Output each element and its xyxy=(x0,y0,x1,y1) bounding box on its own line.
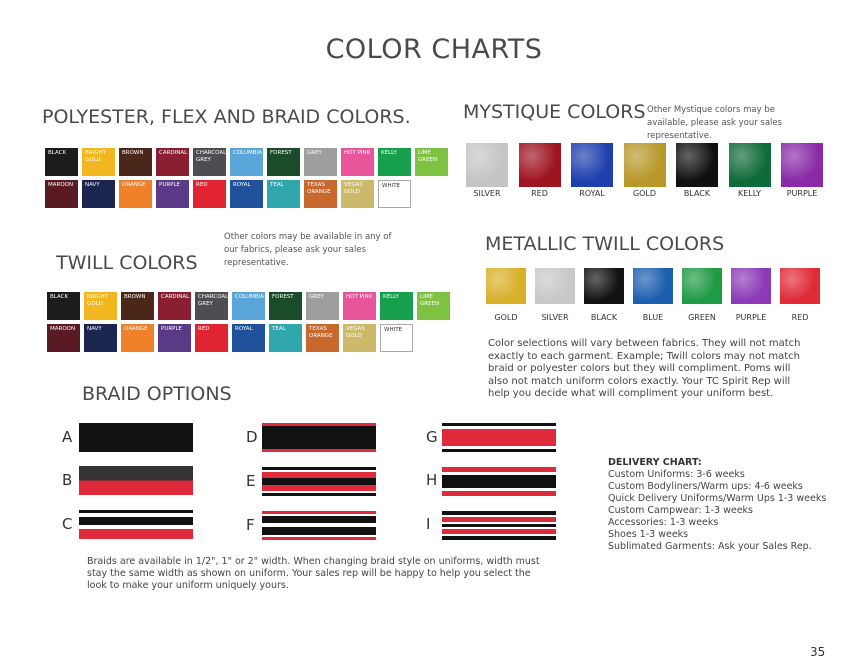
twill-heading: TWILL COLORS xyxy=(56,252,198,274)
twill-swatch-label: MAROON xyxy=(50,326,76,332)
delivery-line: Accessories: 1-3 weeks xyxy=(608,517,719,528)
polyester-swatch-grey xyxy=(304,148,337,176)
twill-swatch-lime-green xyxy=(417,292,450,320)
metallic-swatch-label: GOLD xyxy=(494,313,518,322)
polyester-swatch-label: TEXAS ORANGE xyxy=(307,182,331,195)
twill-swatch-red xyxy=(195,324,228,352)
twill-swatch-white xyxy=(380,324,413,352)
page-number: 35 xyxy=(810,645,826,659)
polyester-swatch-label: PURPLE xyxy=(159,182,181,188)
twill-swatch-label: VEGAS GOLD xyxy=(346,326,365,339)
metallic-swatch-blue xyxy=(633,268,673,304)
mystique-swatch-label: BLACK xyxy=(683,189,711,198)
polyester-swatch-lime-green xyxy=(415,148,448,176)
mystique-heading: MYSTIQUE COLORS xyxy=(463,101,646,123)
polyester-swatch-label: BLACK xyxy=(48,150,67,156)
polyester-swatch-label: TEAL xyxy=(270,182,284,188)
braid-label-i: I xyxy=(426,515,431,533)
polyester-swatch-label: KELLY xyxy=(381,150,397,156)
polyester-swatch-label: RED xyxy=(196,182,208,188)
braid-swatch-d xyxy=(262,423,376,452)
twill-swatch-forest xyxy=(269,292,302,320)
twill-swatch-label: TEXAS ORANGE xyxy=(309,326,333,339)
twill-swatch-label: LIME GREEN xyxy=(420,294,440,307)
twill-swatch-label: KELLY xyxy=(383,294,399,300)
polyester-swatch-grid xyxy=(45,148,448,208)
polyester-swatch-cardinal xyxy=(156,148,189,176)
twill-swatch-label: CHARCOAL GREY xyxy=(198,294,229,307)
delivery-line: Custom Bodyliners/Warm ups: 4-6 weeks xyxy=(608,481,803,492)
braid-label-g: G xyxy=(426,428,438,446)
polyester-swatch-label: MAROON xyxy=(48,182,74,188)
polyester-swatch-bright-gold xyxy=(82,148,115,176)
mystique-swatch-label: SILVER xyxy=(473,189,501,198)
mystique-swatch-label: RED xyxy=(531,189,548,198)
delivery-line: Quick Delivery Uniforms/Warm Ups 1-3 weeks xyxy=(608,493,827,504)
twill-swatch-label: GREY xyxy=(309,294,324,300)
twill-swatch-label: HOT PINK xyxy=(346,294,373,300)
twill-swatch-label: PURPLE xyxy=(161,326,183,332)
twill-swatch-columbia xyxy=(232,292,265,320)
polyester-swatch-label: BROWN xyxy=(122,150,144,156)
delivery-heading: DELIVERY CHART: xyxy=(608,457,702,468)
metallic-swatch-label: RED xyxy=(791,313,809,322)
metallic-swatch-black xyxy=(584,268,624,304)
braid-label-f: F xyxy=(246,516,255,534)
metallic-swatch-label: SILVER xyxy=(541,313,569,322)
metallic-swatch-label: GREEN xyxy=(688,313,716,322)
polyester-swatch-red xyxy=(193,180,226,208)
twill-swatch-label: ROYAL xyxy=(235,326,253,332)
polyester-swatch-label: ORANGE xyxy=(122,182,146,188)
polyester-swatch-label: CHARCOAL GREY xyxy=(196,150,227,163)
twill-swatch-navy xyxy=(84,324,117,352)
metallic-swatch-green xyxy=(682,268,722,304)
braid-swatch-h xyxy=(442,467,556,496)
mystique-swatch-gold xyxy=(624,143,666,187)
braid-swatch-f xyxy=(262,511,376,540)
polyester-swatch-purple xyxy=(156,180,189,208)
mystique-swatch-label: PURPLE xyxy=(786,189,818,198)
metallic-swatch-gold xyxy=(486,268,526,304)
twill-swatch-brown xyxy=(121,292,154,320)
twill-swatch-orange xyxy=(121,324,154,352)
polyester-swatch-label: VEGAS GOLD xyxy=(344,182,363,195)
delivery-line: Shoes 1-3 weeks xyxy=(608,529,689,540)
twill-swatch-label: BROWN xyxy=(124,294,146,300)
polyester-swatch-columbia xyxy=(230,148,263,176)
twill-swatch-royal xyxy=(232,324,265,352)
twill-swatch-label: ORANGE xyxy=(124,326,148,332)
fabric-note: Color selections will vary between fabrics. They will not match exactly to each garment. Example; Twill colors may not match braid or polyester colors but they will compliment. Poms will also not match uniform colors exactly. Your TC Spirit Rep will help you decide what will compliment your uniform best. xyxy=(488,338,801,399)
twill-swatch-label: RED xyxy=(198,326,210,332)
mystique-swatch-royal xyxy=(571,143,613,187)
polyester-swatch-teal xyxy=(267,180,300,208)
polyester-swatch-label: FOREST xyxy=(270,150,292,156)
polyester-swatch-kelly xyxy=(378,148,411,176)
braid-label-h: H xyxy=(426,471,438,489)
metallic-swatch-purple xyxy=(731,268,771,304)
mystique-swatch-red xyxy=(519,143,561,187)
polyester-swatch-orange xyxy=(119,180,152,208)
braid-swatch-a xyxy=(79,423,193,452)
twill-swatch-label: FOREST xyxy=(272,294,294,300)
polyester-swatch-hot-pink xyxy=(341,148,374,176)
polyester-swatch-navy xyxy=(82,180,115,208)
polyester-swatch-label: NAVY xyxy=(85,182,100,188)
metallic-swatch-red xyxy=(780,268,820,304)
polyester-swatch-charcoal-grey xyxy=(193,148,226,176)
twill-swatch-bright-gold xyxy=(84,292,117,320)
polyester-swatch-label: CARDINAL xyxy=(159,150,188,156)
twill-swatch-kelly xyxy=(380,292,413,320)
twill-swatch-maroon xyxy=(47,324,80,352)
twill-swatch-grey xyxy=(306,292,339,320)
braid-label-c: C xyxy=(62,515,73,533)
polyester-swatch-maroon xyxy=(45,180,78,208)
polyester-swatch-label: COLUMBIA xyxy=(233,150,262,156)
polyester-swatch-white xyxy=(378,180,411,208)
polyester-swatch-vegas-gold xyxy=(341,180,374,208)
delivery-line: Custom Uniforms: 3-6 weeks xyxy=(608,469,745,480)
metallic-swatch-label: BLUE xyxy=(642,313,664,322)
twill-swatch-label: CARDINAL xyxy=(161,294,190,300)
metallic-heading: METALLIC TWILL COLORS xyxy=(485,233,725,255)
twill-swatch-label: BRIGHT GOLD xyxy=(87,294,108,307)
braid-swatch-i xyxy=(442,511,556,540)
twill-swatch-hot-pink xyxy=(343,292,376,320)
braid-label-a: A xyxy=(62,428,73,446)
twill-swatch-black xyxy=(47,292,80,320)
polyester-heading: POLYESTER, FLEX AND BRAID COLORS. xyxy=(42,106,411,128)
twill-swatch-purple xyxy=(158,324,191,352)
mystique-swatch-label: ROYAL xyxy=(579,189,605,198)
braid-label-e: E xyxy=(246,472,256,490)
polyester-swatch-texas-orange xyxy=(304,180,337,208)
braid-swatch-e xyxy=(262,467,376,496)
braid-swatch-c xyxy=(79,510,193,539)
twill-swatch-label: WHITE xyxy=(384,327,403,333)
metallic-swatch-label: PURPLE xyxy=(735,313,767,322)
braid-heading: BRAID OPTIONS xyxy=(82,383,232,405)
metallic-swatch-label: BLACK xyxy=(590,313,618,322)
polyester-swatch-black xyxy=(45,148,78,176)
mystique-note: Other Mystique colors may be available, please ask your sales representative. xyxy=(647,105,783,141)
delivery-chart xyxy=(608,457,848,553)
twill-swatch-charcoal-grey xyxy=(195,292,228,320)
mystique-swatch-label: GOLD xyxy=(632,189,657,198)
twill-swatch-label: BLACK xyxy=(50,294,69,300)
twill-swatch-cardinal xyxy=(158,292,191,320)
twill-swatch-label: COLUMBIA xyxy=(235,294,264,300)
twill-swatch-vegas-gold xyxy=(343,324,376,352)
delivery-line: Custom Campwear: 1-3 weeks xyxy=(608,505,753,516)
twill-note: Other colors may be available in any of our fabrics, please ask your sales representative. xyxy=(224,232,392,268)
braid-label-d: D xyxy=(246,428,258,446)
mystique-swatch-purple xyxy=(781,143,823,187)
polyester-swatch-label: WHITE xyxy=(382,183,401,189)
mystique-swatch-silver xyxy=(466,143,508,187)
polyester-swatch-label: GREY xyxy=(307,150,322,156)
metallic-swatch-silver xyxy=(535,268,575,304)
braid-label-b: B xyxy=(62,471,73,489)
delivery-line: Sublimated Garments: Ask your Sales Rep. xyxy=(608,541,812,552)
twill-swatch-texas-orange xyxy=(306,324,339,352)
braid-swatch-b xyxy=(79,466,193,495)
mystique-swatch-black xyxy=(676,143,718,187)
polyester-swatch-label: ROYAL xyxy=(233,182,251,188)
braid-note: Braids are available in 1/2", 1" or 2" width. When changing braid style on uniforms, width must stay the same width as shown on uniform. Your sales rep will be happy to help you select the look to make your uniform uniquely yours. xyxy=(87,556,540,591)
polyester-swatch-royal xyxy=(230,180,263,208)
twill-swatch-label: NAVY xyxy=(87,326,102,332)
polyester-swatch-forest xyxy=(267,148,300,176)
mystique-swatch-label: KELLY xyxy=(737,189,762,198)
twill-swatch-label: TEAL xyxy=(272,326,286,332)
page-title: COLOR CHARTS xyxy=(325,34,543,65)
mystique-swatch-kelly xyxy=(729,143,771,187)
polyester-swatch-brown xyxy=(119,148,152,176)
twill-swatch-grid xyxy=(47,292,450,352)
braid-swatch-g xyxy=(442,423,556,452)
twill-swatch-teal xyxy=(269,324,302,352)
polyester-swatch-label: LIME GREEN xyxy=(418,150,438,163)
polyester-swatch-label: BRIGHT GOLD xyxy=(85,150,106,163)
polyester-swatch-label: HOT PINK xyxy=(344,150,371,156)
